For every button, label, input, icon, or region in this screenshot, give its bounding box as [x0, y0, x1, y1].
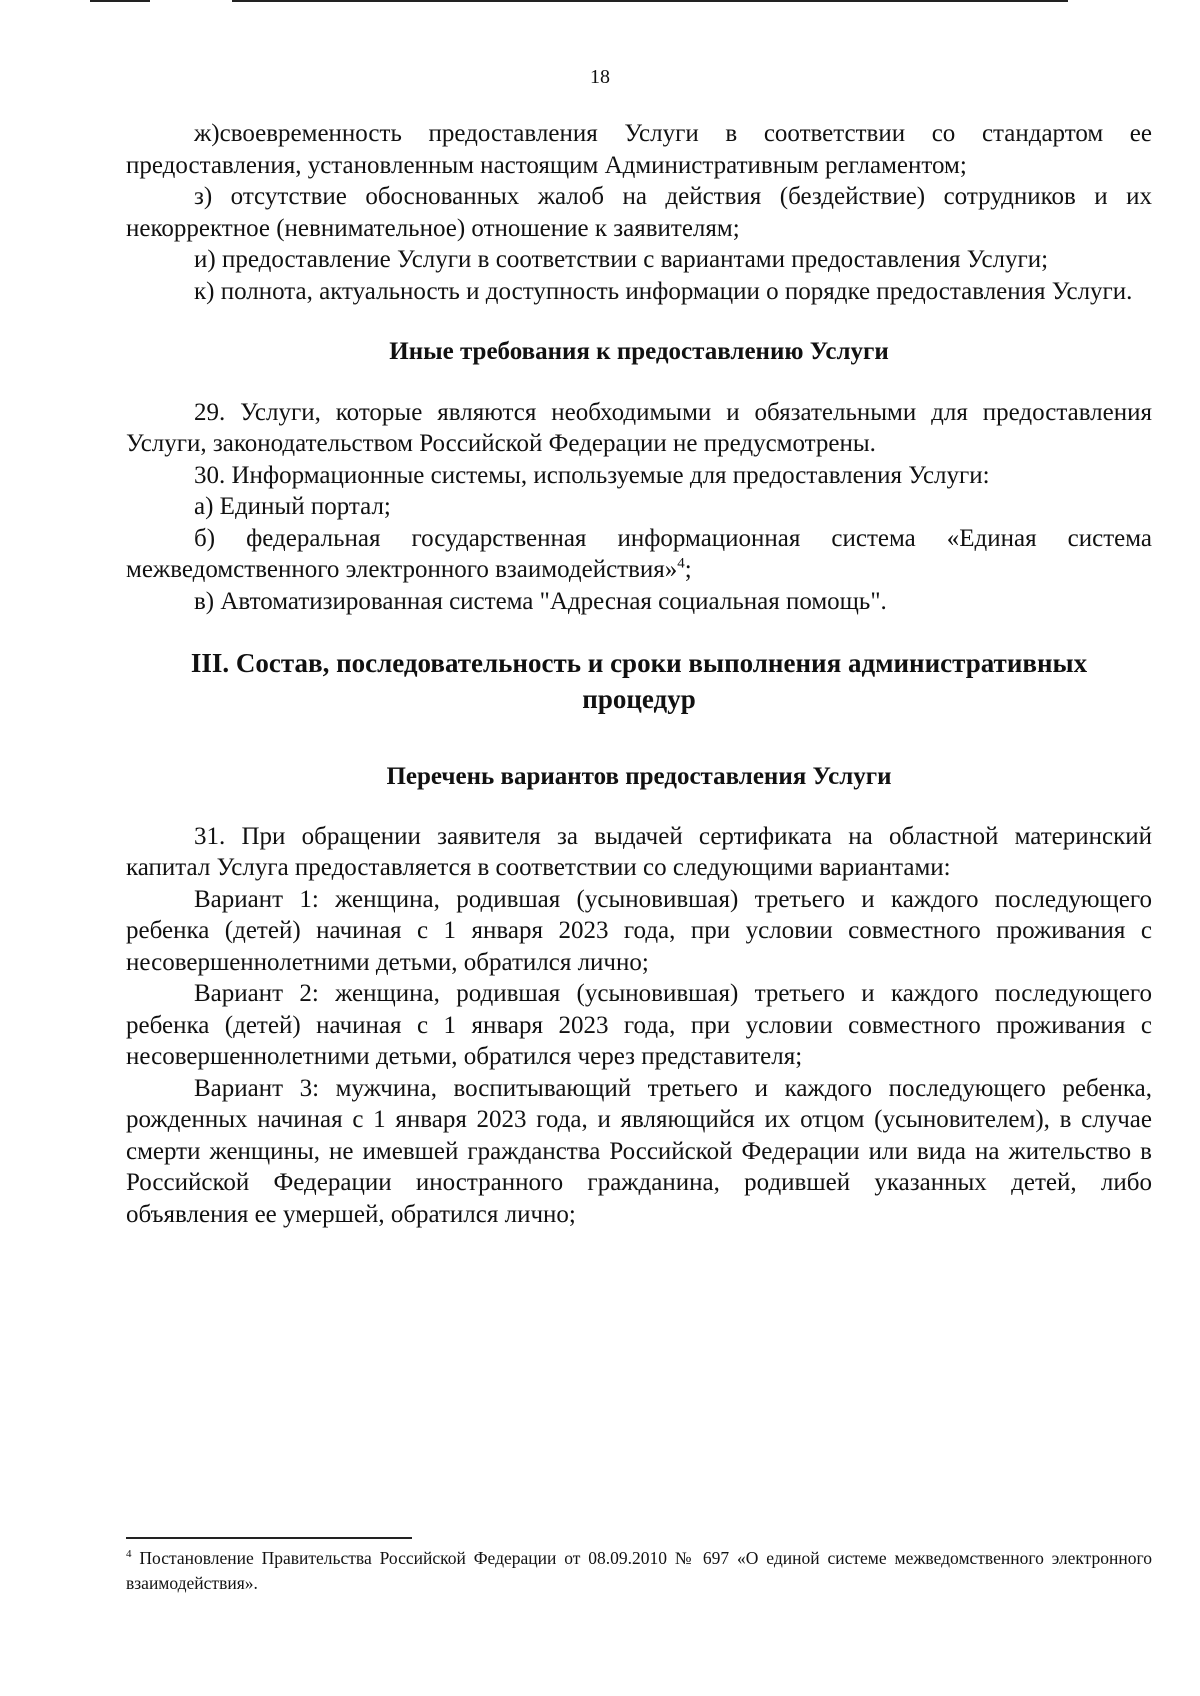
paragraph-i: и) предоставление Услуги в соответствии с вариантами предоставления Услуги; — [194, 246, 1049, 273]
paragraph-v: в) Автоматизированная система "Адресная социальная помощь". — [194, 587, 887, 615]
paragraph-b-tail: ; — [684, 556, 692, 583]
variant-2: Вариант 2: женщина, родившая (усыновившая) третьего и каждого последующего ребенка (детей) начиная с 1 января 2023 года, при условии совместного проживания с несовершеннолетними детьми, обратился через представителя; — [126, 980, 1152, 1070]
footnote-separator — [126, 1537, 412, 1539]
paragraph-b — [126, 523, 1152, 586]
top-border-line-right — [232, 0, 1068, 2]
variant-3: Вариант 3: мужчина, воспитывающий третьего и каждого последующего ребенка, рожденных начиная с 1 января 2023 года, и являющийся их отцом (усыновителем), в случае смерти женщины, не имевшей гражданства Российской Федерации или вида на жительство в Российской Федерации иностранного гражданина, родившей указанных детей, либо объявления ее умершей, обратился лично; — [126, 1074, 1152, 1228]
footnote — [126, 1546, 1152, 1596]
paragraph-30: 30. Информационные системы, используемые для предоставления Услуги: — [194, 461, 990, 489]
page-number: 18 — [590, 66, 610, 88]
section-heading-line1: III. Состав, последовательность и сроки выполнения административных — [190, 648, 1088, 678]
paragraph-k: к) полнота, актуальность и доступность информации о порядке предоставления Услуги. — [194, 277, 1133, 305]
top-border-line-left — [90, 0, 150, 2]
footnote-marker: 4 — [126, 1548, 132, 1561]
paragraph-b-text: б) федеральная государственная информационная система «Единая система межведомственного электронного взаимодействия» — [126, 524, 1152, 583]
footnote-reference: 4 — [677, 555, 685, 572]
variant-1: Вариант 1: женщина, родившая (усыновившая) третьего и каждого последующего ребенка (детей) начиная с 1 января 2023 года, при условии совместного проживания с несовершеннолетними детьми, обратился лично; — [126, 885, 1152, 976]
footnote-text: Постановление Правительства Российской Федерации от 08.09.2010 № 697 «О единой системе межведомственного электронного взаимодействия». — [126, 1548, 1152, 1593]
paragraph-31: 31. При обращении заявителя за выдачей сертификата на областной материнский капитал Услуга предоставляется в соответствии со следующими вариантами: — [126, 822, 1152, 881]
paragraph-29: 29. Услуги, которые являются необходимыми и обязательными для предоставления Услуги, законодательством Российской Федерации не предусмотрены. — [126, 398, 1152, 457]
heading-variants: Перечень вариантов предоставления Услуги — [386, 763, 892, 790]
document-body — [126, 118, 1152, 1230]
section-heading-line2: процедур — [582, 684, 696, 714]
heading-other-requirements: Иные требования к предоставлению Услуги — [389, 338, 889, 365]
paragraph-z: з) отсутствие обоснованных жалоб на действия (бездействие) сотрудников и их некорректное (невнимательное) отношение к заявителям; — [126, 183, 1152, 242]
paragraph-a: а) Единый портал; — [194, 493, 391, 520]
paragraph-zh: ж)своевременность предоставления Услуги в соответствии со стандартом ее предоставления, установленным настоящим Административным регламентом; — [126, 120, 1152, 179]
section-heading — [126, 645, 1152, 717]
